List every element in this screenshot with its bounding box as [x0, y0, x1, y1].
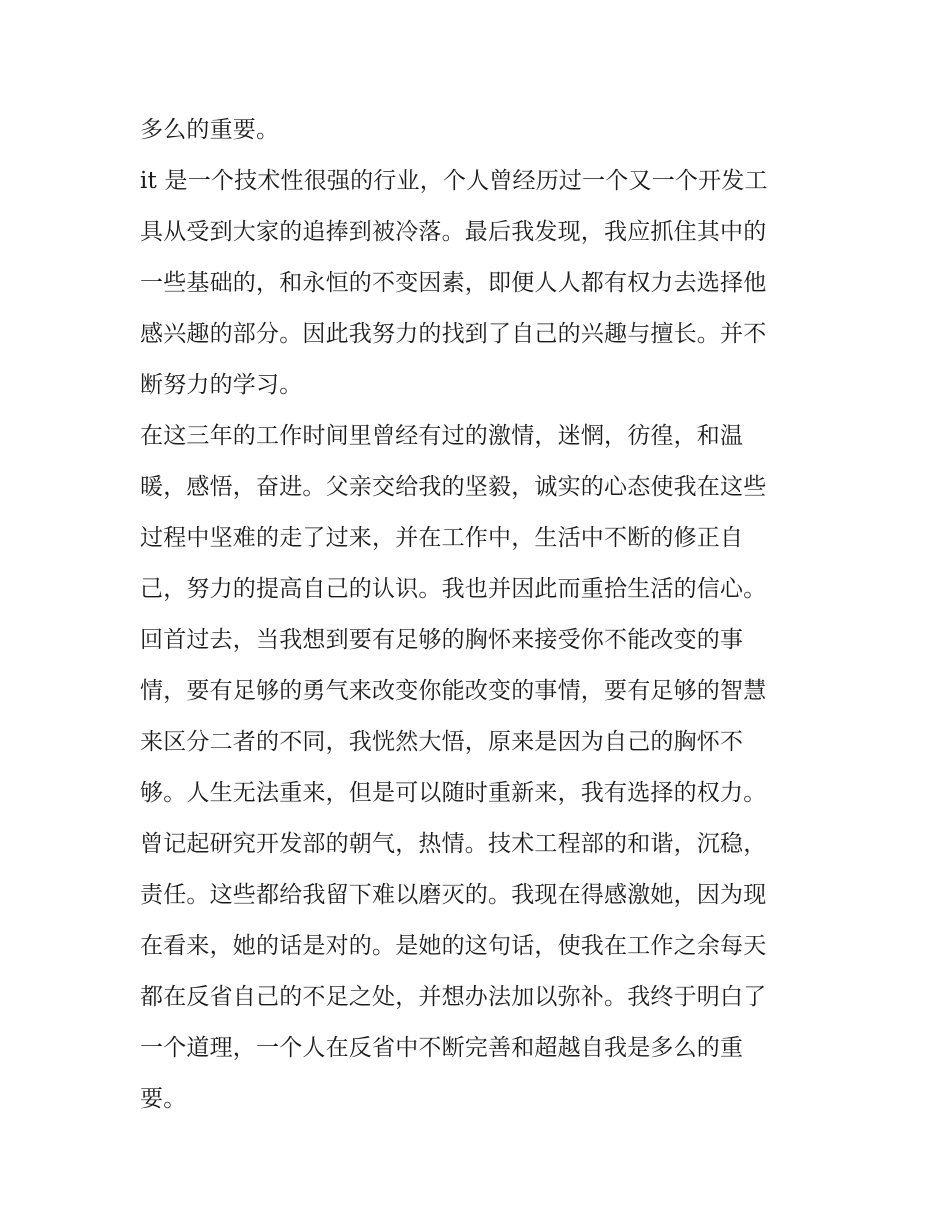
text-line: 情，要有足够的勇气来改变你能改变的事情，要有足够的智慧: [140, 678, 767, 704]
text-line: 曾记起研究开发部的朝气，热情。技术工程部的和谐，沉稳，: [140, 831, 767, 857]
text-line: 具从受到大家的追捧到被冷落。最后我发现，我应抓住其中的: [140, 219, 767, 245]
text-line: 在这三年的工作时间里曾经有过的激情，迷惘，彷徨，和温: [140, 423, 744, 449]
text-line: 断努力的学习。: [140, 372, 303, 398]
text-line: 够。人生无法重来，但是可以随时重新来，我有选择的权力。: [140, 780, 767, 806]
text-line: it 是一个技术性很强的行业，个人曾经历过一个又一个开发工: [140, 168, 768, 194]
text-line: 来区分二者的不同，我恍然大悟，原来是因为自己的胸怀不: [140, 729, 744, 755]
text-line: 一个道理，一个人在反省中不断完善和超越自我是多么的重: [140, 1035, 744, 1061]
text-line: 都在反省自己的不足之处，并想办法加以弥补。我终于明白了: [140, 984, 767, 1010]
text-line: 责任。这些都给我留下难以磨灭的。我现在得感激她，因为现: [140, 882, 767, 908]
text-line: 过程中坚难的走了过来，并在工作中，生活中不断的修正自: [140, 525, 744, 551]
text-line: 感兴趣的部分。因此我努力的找到了自己的兴趣与擅长。并不: [140, 321, 767, 347]
text-line: 要。: [140, 1086, 187, 1112]
text-line: 在看来，她的话是对的。是她的这句话，使我在工作之余每天: [140, 933, 767, 959]
text-line: 己，努力的提高自己的认识。我也并因此而重拾生活的信心。: [140, 576, 767, 602]
text-line: 暖，感悟，奋进。父亲交给我的坚毅，诚实的心态使我在这些: [140, 474, 767, 500]
text-line: 一些基础的，和永恒的不变因素，即便人人都有权力去选择他: [140, 270, 767, 296]
body-text: [140, 110, 820, 1130]
text-line: 多么的重要。: [140, 117, 280, 143]
text-line: 回首过去，当我想到要有足够的胸怀来接受你不能改变的事: [140, 627, 744, 653]
